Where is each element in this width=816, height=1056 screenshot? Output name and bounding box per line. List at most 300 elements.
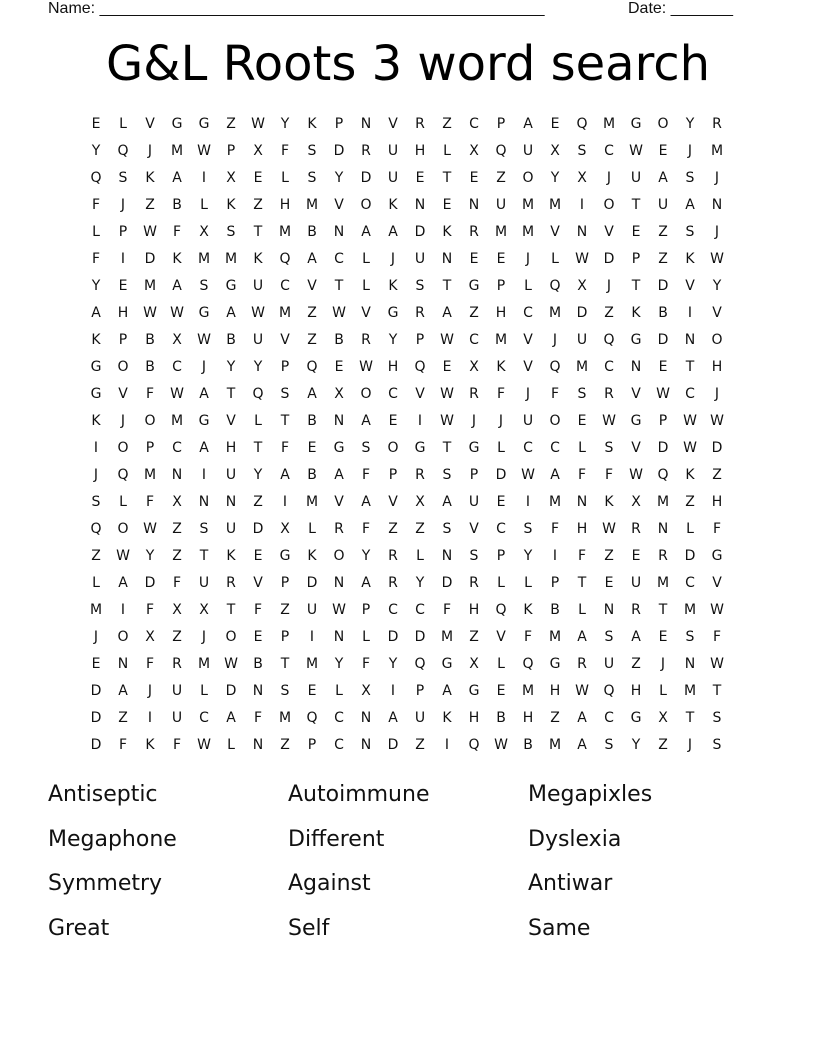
grid-letter: N: [252, 683, 264, 699]
grid-letter: G: [414, 440, 426, 456]
grid-letter: J: [147, 683, 153, 699]
grid-letter: V: [334, 197, 344, 213]
grid-letter: M: [683, 602, 697, 618]
grid-letter: V: [685, 278, 695, 294]
grid-letter: W: [440, 386, 454, 402]
grid-letter: X: [172, 494, 182, 510]
grid-letter: P: [280, 575, 290, 591]
grid-letter: C: [496, 521, 506, 537]
grid-letter: E: [253, 548, 263, 564]
word-list-item: Great: [48, 915, 110, 941]
grid-letter: E: [253, 170, 263, 186]
grid-letter: Q: [657, 467, 669, 483]
grid-letter: X: [226, 170, 236, 186]
grid-letter: P: [496, 278, 506, 294]
grid-letter: J: [687, 143, 693, 159]
grid-letter: T: [199, 548, 209, 564]
grid-letter: Z: [388, 521, 398, 537]
grid-letter: E: [442, 359, 452, 375]
grid-letter: A: [658, 170, 668, 186]
grid-letter: F: [172, 575, 182, 591]
grid-letter: P: [496, 548, 506, 564]
grid-letter: E: [631, 224, 641, 240]
grid-letter: K: [91, 332, 101, 348]
grid-letter: J: [147, 143, 153, 159]
word-list-item: Megaphone: [48, 826, 177, 852]
grid-letter: T: [631, 197, 641, 213]
grid-letter: Z: [550, 710, 560, 726]
grid-letter: D: [684, 548, 696, 564]
grid-letter: Z: [469, 629, 479, 645]
grid-letter: L: [686, 521, 694, 537]
grid-letter: S: [226, 224, 236, 240]
grid-letter: S: [685, 170, 695, 186]
grid-letter: W: [440, 332, 454, 348]
grid-letter: E: [253, 629, 263, 645]
grid-letter: M: [278, 305, 292, 321]
grid-letter: R: [469, 575, 479, 591]
grid-letter: R: [577, 656, 587, 672]
grid-letter: J: [498, 413, 504, 429]
grid-letter: L: [362, 629, 370, 645]
grid-letter: N: [441, 548, 453, 564]
grid-letter: N: [414, 197, 426, 213]
grid-letter: K: [307, 116, 317, 132]
grid-letter: J: [471, 413, 477, 429]
grid-letter: G: [630, 710, 642, 726]
grid-letter: V: [280, 332, 290, 348]
grid-letter: A: [199, 440, 209, 456]
grid-letter: B: [145, 332, 155, 348]
grid-letter: Z: [172, 521, 182, 537]
grid-letter: N: [333, 629, 345, 645]
grid-letter: G: [630, 413, 642, 429]
grid-letter: M: [548, 305, 562, 321]
grid-letter: W: [575, 683, 589, 699]
grid-letter: U: [522, 143, 534, 159]
grid-letter: D: [414, 224, 426, 240]
grid-letter: X: [172, 602, 182, 618]
grid-letter: B: [253, 656, 263, 672]
grid-letter: U: [225, 521, 237, 537]
grid-letter: D: [657, 278, 669, 294]
grid-letter: Z: [91, 548, 101, 564]
grid-letter: S: [577, 143, 587, 159]
grid-letter: K: [685, 251, 695, 267]
grid-letter: E: [577, 413, 587, 429]
grid-letter: Y: [415, 575, 425, 591]
grid-letter: H: [576, 521, 588, 537]
grid-letter: W: [602, 521, 616, 537]
grid-letter: W: [359, 359, 373, 375]
grid-letter: V: [469, 521, 479, 537]
grid-letter: H: [495, 305, 507, 321]
grid-letter: P: [361, 602, 371, 618]
grid-letter: M: [521, 197, 535, 213]
grid-letter: D: [576, 305, 588, 321]
grid-letter: D: [657, 332, 669, 348]
grid-letter: A: [577, 710, 587, 726]
grid-letter: L: [200, 683, 208, 699]
grid-letter: I: [282, 494, 288, 510]
grid-letter: F: [91, 251, 101, 267]
grid-letter: X: [469, 656, 479, 672]
grid-letter: M: [548, 197, 562, 213]
grid-letter: S: [685, 629, 695, 645]
grid-letter: F: [118, 737, 128, 753]
grid-letter: J: [714, 224, 720, 240]
grid-letter: A: [226, 305, 236, 321]
grid-letter: M: [683, 683, 697, 699]
grid-letter: P: [415, 332, 425, 348]
grid-letter: K: [226, 197, 236, 213]
grid-letter: N: [711, 197, 723, 213]
grid-letter: V: [496, 629, 506, 645]
grid-letter: P: [658, 413, 668, 429]
grid-letter: W: [656, 386, 670, 402]
grid-letter: V: [712, 305, 722, 321]
grid-letter: S: [577, 386, 587, 402]
grid-letter: F: [145, 602, 155, 618]
grid-letter: U: [225, 467, 237, 483]
grid-letter: R: [415, 467, 425, 483]
grid-letter: I: [687, 305, 693, 321]
grid-letter: Z: [172, 548, 182, 564]
grid-letter: D: [90, 737, 102, 753]
grid-letter: H: [414, 143, 426, 159]
grid-letter: G: [468, 440, 480, 456]
grid-letter: D: [90, 683, 102, 699]
grid-letter: O: [657, 116, 669, 132]
grid-letter: Q: [495, 143, 507, 159]
grid-letter: I: [525, 494, 531, 510]
grid-letter: F: [145, 656, 155, 672]
grid-letter: E: [442, 197, 452, 213]
grid-letter: M: [575, 359, 589, 375]
grid-letter: V: [415, 386, 425, 402]
grid-letter: K: [523, 602, 533, 618]
grid-letter: J: [201, 629, 207, 645]
grid-letter: M: [548, 629, 562, 645]
grid-letter: W: [143, 305, 157, 321]
grid-letter: M: [710, 143, 724, 159]
grid-letter: X: [199, 602, 209, 618]
grid-letter: R: [172, 656, 182, 672]
grid-letter: V: [631, 440, 641, 456]
grid-letter: U: [414, 710, 426, 726]
grid-letter: Q: [603, 332, 615, 348]
grid-letter: T: [685, 710, 695, 726]
grid-letter: P: [145, 440, 155, 456]
grid-letter: Y: [388, 332, 398, 348]
grid-letter: S: [469, 548, 479, 564]
grid-letter: L: [227, 737, 235, 753]
grid-letter: K: [388, 197, 398, 213]
grid-letter: U: [387, 170, 399, 186]
grid-letter: O: [117, 359, 129, 375]
grid-letter: F: [550, 386, 560, 402]
grid-letter: F: [280, 440, 290, 456]
grid-letter: G: [198, 116, 210, 132]
grid-letter: J: [606, 278, 612, 294]
grid-letter: X: [577, 170, 587, 186]
grid-letter: C: [280, 278, 290, 294]
grid-letter: M: [278, 710, 292, 726]
word-list-item: Against: [288, 871, 371, 896]
grid-letter: T: [253, 224, 263, 240]
grid-letter: L: [119, 494, 127, 510]
grid-letter: D: [711, 440, 723, 456]
grid-letter: Y: [145, 548, 155, 564]
grid-letter: J: [93, 629, 99, 645]
grid-letter: D: [414, 629, 426, 645]
grid-letter: O: [603, 197, 615, 213]
grid-letter: V: [307, 278, 317, 294]
grid-letter: U: [630, 575, 642, 591]
grid-letter: X: [631, 494, 641, 510]
grid-letter: S: [604, 629, 614, 645]
grid-letter: F: [361, 656, 371, 672]
grid-letter: C: [685, 575, 695, 591]
grid-letter: I: [120, 251, 126, 267]
grid-letter: U: [171, 683, 183, 699]
grid-letter: I: [120, 602, 126, 618]
grid-letter: M: [305, 494, 319, 510]
grid-letter: X: [253, 143, 263, 159]
grid-letter: A: [577, 737, 587, 753]
grid-letter: C: [334, 251, 344, 267]
grid-letter: Z: [415, 737, 425, 753]
grid-letter: A: [361, 224, 371, 240]
grid-letter: G: [387, 305, 399, 321]
grid-letter: L: [578, 440, 586, 456]
grid-letter: S: [280, 683, 290, 699]
grid-letter: A: [361, 575, 371, 591]
grid-letter: G: [441, 656, 453, 672]
grid-letter: L: [308, 521, 316, 537]
grid-letter: X: [469, 359, 479, 375]
grid-letter: A: [280, 467, 290, 483]
grid-letter: W: [197, 143, 211, 159]
grid-letter: A: [442, 683, 452, 699]
grid-letter: C: [550, 440, 560, 456]
grid-letter: I: [201, 170, 207, 186]
grid-letter: V: [145, 116, 155, 132]
grid-letter: M: [143, 467, 157, 483]
grid-letter: U: [657, 197, 669, 213]
grid-letter: L: [362, 251, 370, 267]
grid-letter: Q: [495, 602, 507, 618]
grid-letter: S: [199, 521, 209, 537]
grid-letter: N: [360, 710, 372, 726]
grid-letter: T: [226, 386, 236, 402]
grid-letter: Z: [631, 656, 641, 672]
grid-letter: Y: [91, 278, 101, 294]
grid-letter: A: [685, 197, 695, 213]
grid-letter: P: [469, 467, 479, 483]
grid-letter: A: [91, 305, 101, 321]
grid-letter: E: [307, 440, 317, 456]
grid-letter: L: [335, 683, 343, 699]
grid-letter: W: [332, 305, 346, 321]
grid-letter: R: [658, 548, 668, 564]
grid-letter: O: [387, 440, 399, 456]
grid-letter: W: [602, 413, 616, 429]
grid-letter: T: [442, 440, 452, 456]
word-list-item: Self: [288, 915, 330, 941]
grid-letter: P: [118, 332, 128, 348]
grid-letter: F: [577, 467, 587, 483]
grid-letter: S: [307, 143, 317, 159]
grid-letter: M: [197, 251, 211, 267]
grid-letter: M: [278, 224, 292, 240]
grid-letter: Y: [550, 170, 560, 186]
grid-letter: I: [552, 548, 558, 564]
grid-letter: U: [414, 251, 426, 267]
grid-letter: M: [440, 629, 454, 645]
grid-letter: A: [442, 494, 452, 510]
grid-letter: L: [443, 143, 451, 159]
grid-letter: W: [710, 602, 724, 618]
grid-letter: C: [523, 440, 533, 456]
grid-letter: U: [252, 278, 264, 294]
grid-letter: H: [279, 197, 291, 213]
grid-letter: P: [334, 116, 344, 132]
grid-letter: O: [144, 413, 156, 429]
grid-letter: S: [523, 521, 533, 537]
grid-letter: M: [170, 413, 184, 429]
grid-letter: N: [468, 197, 480, 213]
grid-letter: A: [388, 224, 398, 240]
grid-letter: Y: [523, 548, 533, 564]
grid-letter: F: [145, 386, 155, 402]
grid-letter: I: [309, 629, 315, 645]
grid-letter: B: [550, 602, 560, 618]
grid-letter: H: [468, 602, 480, 618]
grid-letter: M: [494, 332, 508, 348]
grid-letter: P: [118, 224, 128, 240]
grid-letter: R: [361, 143, 371, 159]
grid-letter: C: [523, 305, 533, 321]
grid-letter: B: [658, 305, 668, 321]
grid-letter: O: [117, 440, 129, 456]
grid-letter: N: [171, 467, 183, 483]
grid-letter: D: [387, 629, 399, 645]
grid-letter: P: [496, 116, 506, 132]
grid-letter: G: [630, 116, 642, 132]
grid-letter: F: [577, 548, 587, 564]
word-list-item: Different: [288, 826, 385, 852]
grid-letter: Y: [361, 548, 371, 564]
grid-letter: R: [469, 224, 479, 240]
grid-letter: K: [145, 170, 155, 186]
word-list-item: Same: [528, 915, 591, 941]
grid-letter: Z: [253, 197, 263, 213]
grid-letter: K: [604, 494, 614, 510]
grid-letter: J: [687, 737, 693, 753]
grid-letter: Y: [388, 656, 398, 672]
grid-letter: S: [604, 440, 614, 456]
grid-letter: R: [604, 386, 614, 402]
grid-letter: T: [280, 413, 290, 429]
grid-letter: L: [497, 440, 505, 456]
grid-letter: O: [549, 413, 561, 429]
grid-letter: V: [712, 575, 722, 591]
grid-letter: R: [388, 548, 398, 564]
grid-letter: Z: [442, 116, 452, 132]
grid-letter: E: [334, 359, 344, 375]
grid-letter: B: [307, 413, 317, 429]
grid-letter: B: [172, 197, 182, 213]
grid-letter: N: [360, 116, 372, 132]
grid-letter: Q: [414, 656, 426, 672]
grid-letter: T: [577, 575, 587, 591]
grid-letter: H: [387, 359, 399, 375]
grid-letter: R: [388, 575, 398, 591]
grid-letter: F: [172, 737, 182, 753]
grid-letter: G: [468, 278, 480, 294]
grid-letter: U: [495, 197, 507, 213]
grid-letter: L: [524, 575, 532, 591]
grid-letter: K: [442, 224, 452, 240]
grid-letter: K: [226, 548, 236, 564]
grid-letter: H: [630, 683, 642, 699]
grid-letter: M: [656, 575, 670, 591]
grid-letter: A: [307, 386, 317, 402]
grid-letter: X: [334, 386, 344, 402]
grid-letter: N: [576, 494, 588, 510]
grid-letter: W: [629, 143, 643, 159]
grid-letter: E: [388, 413, 398, 429]
grid-letter: N: [117, 656, 129, 672]
grid-letter: X: [199, 224, 209, 240]
grid-letter: W: [251, 116, 265, 132]
grid-letter: J: [552, 332, 558, 348]
grid-letter: W: [116, 548, 130, 564]
grid-letter: F: [496, 386, 506, 402]
grid-letter: V: [334, 494, 344, 510]
grid-letter: W: [332, 602, 346, 618]
grid-letter: G: [468, 683, 480, 699]
grid-letter: E: [496, 251, 506, 267]
grid-letter: B: [523, 737, 533, 753]
word-list-item: Autoimmune: [288, 782, 430, 807]
grid-letter: S: [280, 386, 290, 402]
grid-letter: Q: [306, 359, 318, 375]
grid-letter: S: [442, 467, 452, 483]
grid-letter: S: [199, 278, 209, 294]
grid-letter: F: [604, 467, 614, 483]
grid-letter: C: [604, 143, 614, 159]
grid-letter: F: [523, 629, 533, 645]
grid-letter: M: [143, 278, 157, 294]
grid-letter: U: [603, 656, 615, 672]
grid-letter: H: [225, 440, 237, 456]
grid-letter: E: [469, 170, 479, 186]
grid-letter: I: [579, 197, 585, 213]
grid-letter: M: [89, 602, 103, 618]
grid-letter: V: [631, 386, 641, 402]
grid-letter: A: [199, 386, 209, 402]
grid-letter: D: [306, 575, 318, 591]
grid-letter: I: [147, 710, 153, 726]
grid-letter: L: [524, 278, 532, 294]
grid-letter: X: [658, 710, 668, 726]
grid-letter: W: [170, 386, 184, 402]
grid-letter: N: [576, 224, 588, 240]
grid-letter: J: [714, 170, 720, 186]
grid-letter: E: [631, 548, 641, 564]
